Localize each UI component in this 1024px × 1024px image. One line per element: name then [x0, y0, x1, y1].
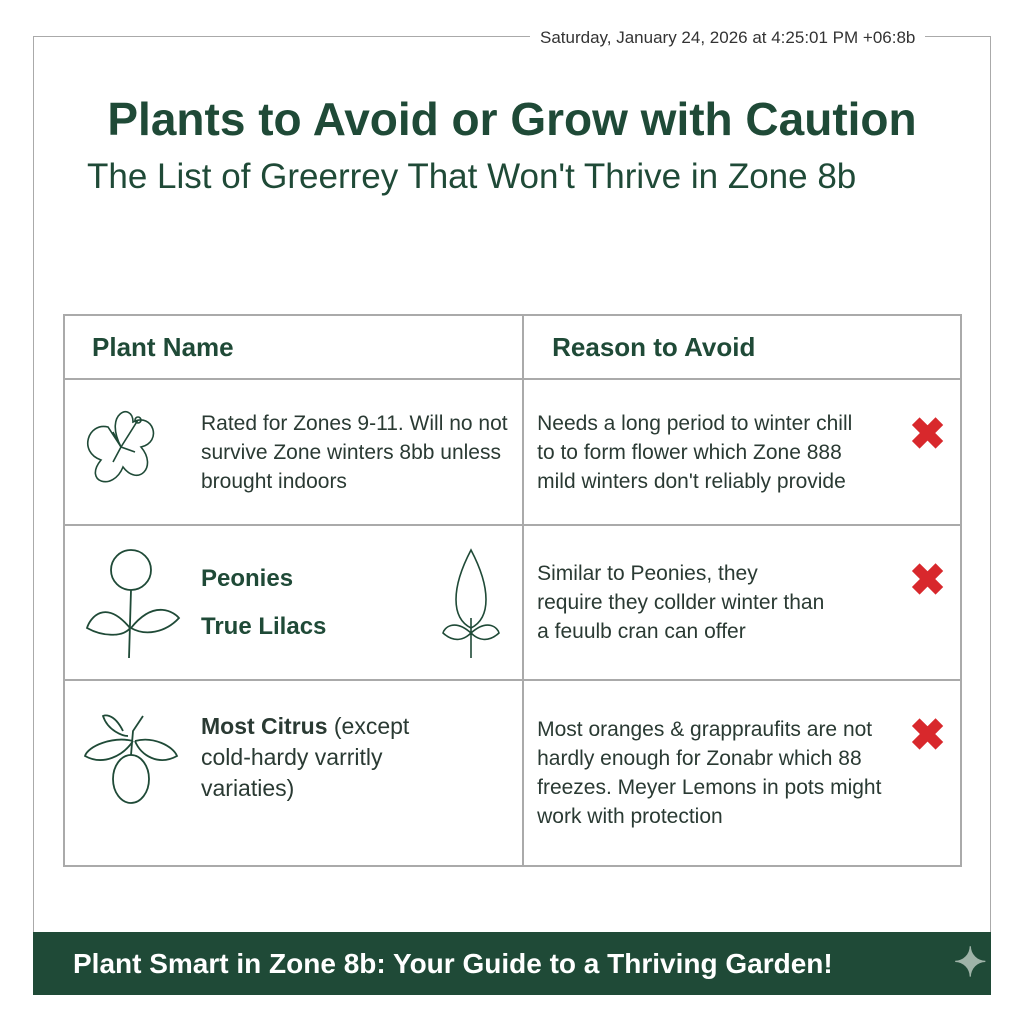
footer-banner [33, 932, 991, 995]
sparkle-icon: ✦ [953, 941, 987, 985]
header-plant-name: Plant Name [64, 315, 523, 379]
table-row [64, 379, 961, 525]
footer-text: Plant Smart in Zone 8b: Your Guide to a Thriving Garden! [73, 947, 833, 979]
timestamp: Saturday, January 24, 2026 at 4:25:01 PM +06:8b [530, 28, 925, 48]
x-mark-icon: ✖ [909, 711, 946, 760]
page-title: Plants to Avoid or Grow with Caution [107, 93, 917, 145]
lilac-icon [439, 548, 503, 660]
table-header [64, 315, 961, 379]
plant-name-peonies: Peonies [201, 564, 294, 592]
x-mark-icon: ✖ [909, 556, 946, 605]
lemon-icon [83, 711, 179, 807]
plant-name-lilacs: True Lilacs [201, 612, 327, 640]
x-mark-icon: ✖ [909, 410, 946, 459]
plant-description: Rated for Zones 9-11. Will no not survive Zone winters 8bb unless brought indoors [201, 411, 508, 493]
peony-icon [85, 548, 181, 660]
reason-text: Most oranges & grappraufits are not hardly enough for Zonabr which 88 freezes. Meyer Lemons in pots might work with protection [537, 718, 882, 828]
subtitle: The List of Greerrey That Won't Thrive in Zone 8b [87, 157, 857, 196]
reason-text: Needs a long period to winter chill to to form flower which Zone 888 mild winters don't reliably provide [537, 411, 853, 493]
plant-name-citrus: Most Citrus [201, 713, 328, 739]
table-row [64, 680, 961, 866]
plants-table [63, 314, 962, 867]
hibiscus-icon [83, 402, 159, 492]
plant-note: (except cold-hardy varritly variaties) [201, 713, 410, 801]
table-row [64, 525, 961, 680]
reason-text: Similar to Peonies, they require they collder winter than a feuulb cran can offer [537, 562, 825, 643]
header-reason: Reason to Avoid [523, 315, 961, 379]
